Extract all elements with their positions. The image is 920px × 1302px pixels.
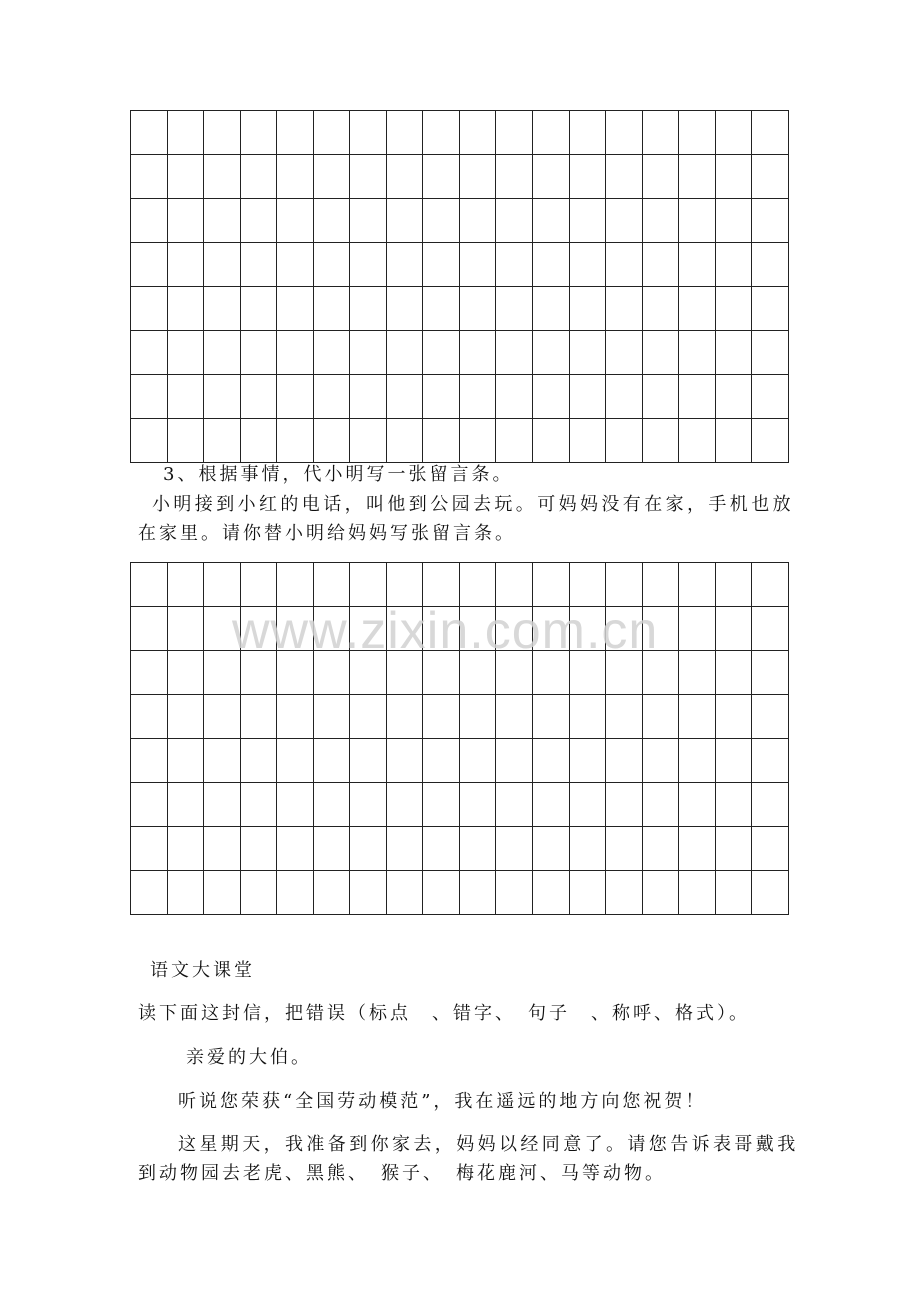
grid-cell (131, 155, 168, 199)
grid-cell (715, 331, 752, 375)
grid-cell (715, 607, 752, 651)
grid-cell (459, 287, 496, 331)
grid-cell (386, 287, 423, 331)
grid-cell (204, 871, 241, 915)
grid-cell (131, 827, 168, 871)
grid-cell (715, 739, 752, 783)
grid-cell (350, 287, 387, 331)
grid-cell (459, 739, 496, 783)
grid-cell (715, 155, 752, 199)
grid-cell (496, 199, 533, 243)
grid-cell (606, 783, 643, 827)
grid-cell (131, 871, 168, 915)
grid-cell (679, 155, 716, 199)
grid-cell (496, 419, 533, 463)
grid-cell (131, 243, 168, 287)
grid-cell (533, 827, 570, 871)
watermark-text: www.zixin.com.cn (232, 602, 659, 660)
grid-cell (679, 419, 716, 463)
grid-cell (313, 739, 350, 783)
grid-cell (752, 199, 789, 243)
grid-cell (313, 155, 350, 199)
grid-cell (204, 783, 241, 827)
grid-cell (313, 827, 350, 871)
grid-cell (533, 739, 570, 783)
grid-cell (752, 331, 789, 375)
grid-cell (715, 111, 752, 155)
grid-cell (606, 331, 643, 375)
writing-grid-top (130, 110, 789, 463)
grid-cell (313, 111, 350, 155)
grid-cell (679, 111, 716, 155)
grid-cell (240, 871, 277, 915)
grid-cell (240, 695, 277, 739)
grid-cell (204, 331, 241, 375)
grid-cell (642, 243, 679, 287)
grid-cell (277, 871, 314, 915)
grid-cell (752, 827, 789, 871)
grid-cell (642, 419, 679, 463)
grid-cell (131, 651, 168, 695)
grid-cell (752, 607, 789, 651)
grid-cell (350, 827, 387, 871)
grid-cell (313, 199, 350, 243)
grid-cell (606, 695, 643, 739)
grid-cell (459, 783, 496, 827)
grid-cell (533, 695, 570, 739)
grid-cell (167, 419, 204, 463)
grid-cell (459, 331, 496, 375)
task3-prompt-line2: 在家里。请你替小明给妈妈写张留言条。 (138, 523, 516, 544)
grid-cell (240, 739, 277, 783)
grid-row (131, 419, 789, 463)
grid-cell (131, 563, 168, 607)
grid-cell (679, 375, 716, 419)
grid-cell (715, 199, 752, 243)
grid-cell (606, 419, 643, 463)
grid-cell (240, 419, 277, 463)
grid-cell (752, 155, 789, 199)
grid-cell (606, 287, 643, 331)
grid-cell (240, 375, 277, 419)
grid-cell (167, 871, 204, 915)
grid-cell (350, 375, 387, 419)
grid-cell (496, 827, 533, 871)
grid-cell (606, 375, 643, 419)
grid-cell (606, 199, 643, 243)
grid-cell (313, 375, 350, 419)
grid-cell (204, 287, 241, 331)
grid-cell (423, 199, 460, 243)
grid-cell (569, 871, 606, 915)
grid-row (131, 331, 789, 375)
grid-cell (240, 331, 277, 375)
grid-cell (679, 243, 716, 287)
grid-cell (459, 155, 496, 199)
grid-cell (459, 695, 496, 739)
grid-cell (277, 783, 314, 827)
grid-cell (386, 111, 423, 155)
grid-cell (642, 331, 679, 375)
grid-cell (386, 783, 423, 827)
grid-cell (569, 155, 606, 199)
grid-cell (752, 111, 789, 155)
grid-cell (752, 419, 789, 463)
grid-cell (423, 827, 460, 871)
grid-cell (715, 651, 752, 695)
grid-cell (752, 287, 789, 331)
task3-prompt-line1: 小明接到小红的电话，叫他到公园去玩。可妈妈没有在家，手机也放 (152, 494, 794, 515)
grid-cell (606, 739, 643, 783)
grid-cell (167, 827, 204, 871)
grid-cell (569, 243, 606, 287)
grid-cell (423, 375, 460, 419)
grid-cell (277, 111, 314, 155)
grid-cell (642, 871, 679, 915)
grid-cell (752, 695, 789, 739)
grid-cell (496, 783, 533, 827)
letter-paragraph-1: 听说您荣获“全国劳动模范”，我在遥远的地方向您祝贺！ (178, 1091, 707, 1112)
grid-row (131, 111, 789, 155)
grid-cell (642, 783, 679, 827)
grid-cell (752, 651, 789, 695)
grid-cell (679, 739, 716, 783)
grid-cell (240, 827, 277, 871)
grid-cell (204, 243, 241, 287)
grid-cell (167, 375, 204, 419)
grid-cell (715, 871, 752, 915)
grid-cell (606, 871, 643, 915)
grid-cell (752, 243, 789, 287)
grid-cell (679, 651, 716, 695)
grid-cell (459, 827, 496, 871)
grid-cell (423, 331, 460, 375)
grid-cell (167, 199, 204, 243)
grid-cell (350, 419, 387, 463)
grid-cell (642, 739, 679, 783)
grid-cell (167, 287, 204, 331)
grid-cell (715, 419, 752, 463)
grid-row (131, 695, 789, 739)
grid-cell (277, 199, 314, 243)
grid-cell (569, 331, 606, 375)
grid-cell (386, 375, 423, 419)
section-title: 语文大课堂 (150, 960, 255, 981)
grid-cell (715, 695, 752, 739)
grid-cell (350, 111, 387, 155)
grid-cell (642, 375, 679, 419)
grid-cell (240, 155, 277, 199)
grid-cell (569, 419, 606, 463)
grid-cell (204, 375, 241, 419)
grid-cell (350, 155, 387, 199)
grid-cell (679, 695, 716, 739)
grid-cell (752, 563, 789, 607)
grid-cell (459, 375, 496, 419)
grid-cell (167, 111, 204, 155)
grid-cell (679, 199, 716, 243)
instruction-text: 读下面这封信，把错误（标点 、错字、 句子 、称呼、格式）。 (138, 1003, 750, 1024)
grid-cell (679, 607, 716, 651)
grid-cell (277, 739, 314, 783)
grid-cell (350, 199, 387, 243)
grid-cell (496, 695, 533, 739)
grid-cell (679, 783, 716, 827)
grid-cell (423, 739, 460, 783)
grid-cell (131, 111, 168, 155)
letter-paragraph-2-line1: 这星期天，我准备到你家去，妈妈以经同意了。请您告诉表哥戴我 (178, 1134, 799, 1155)
grid-cell (642, 111, 679, 155)
grid-cell (350, 783, 387, 827)
grid-cell (752, 739, 789, 783)
grid-cell (240, 199, 277, 243)
grid-cell (386, 331, 423, 375)
grid-cell (533, 375, 570, 419)
grid-cell (496, 111, 533, 155)
grid-cell (715, 243, 752, 287)
grid-cell (131, 287, 168, 331)
grid-cell (459, 199, 496, 243)
grid-cell (423, 871, 460, 915)
grid-cell (277, 419, 314, 463)
grid-cell (569, 287, 606, 331)
grid-cell (386, 199, 423, 243)
grid-cell (679, 871, 716, 915)
grid-cell (131, 739, 168, 783)
grid-cell (496, 155, 533, 199)
grid-cell (606, 111, 643, 155)
grid-cell (277, 695, 314, 739)
grid-cell (496, 375, 533, 419)
grid-cell (496, 243, 533, 287)
grid-cell (313, 287, 350, 331)
grid-cell (313, 783, 350, 827)
grid-cell (131, 331, 168, 375)
grid-cell (204, 827, 241, 871)
grid-cell (350, 871, 387, 915)
grid-cell (459, 419, 496, 463)
grid-cell (679, 827, 716, 871)
grid-cell (423, 695, 460, 739)
grid-cell (569, 375, 606, 419)
grid-cell (313, 871, 350, 915)
grid-cell (350, 243, 387, 287)
grid-row (131, 871, 789, 915)
grid-cell (386, 827, 423, 871)
grid-cell (167, 607, 204, 651)
grid-cell (240, 111, 277, 155)
grid-cell (715, 783, 752, 827)
grid-cell (386, 695, 423, 739)
grid-cell (277, 155, 314, 199)
grid-cell (204, 739, 241, 783)
grid-row (131, 287, 789, 331)
grid-cell (569, 739, 606, 783)
grid-cell (569, 199, 606, 243)
grid-cell (277, 243, 314, 287)
grid-cell (277, 375, 314, 419)
grid-cell (131, 695, 168, 739)
grid-cell (569, 783, 606, 827)
grid-cell (313, 695, 350, 739)
grid-row (131, 155, 789, 199)
grid-cell (533, 419, 570, 463)
grid-cell (350, 331, 387, 375)
letter-salutation: 亲爱的大伯。 (186, 1047, 312, 1068)
grid-cell (131, 375, 168, 419)
grid-cell (167, 155, 204, 199)
grid-cell (606, 243, 643, 287)
grid-cell (679, 563, 716, 607)
grid-cell (204, 111, 241, 155)
grid-cell (131, 199, 168, 243)
grid-cell (204, 419, 241, 463)
grid-cell (386, 739, 423, 783)
grid-cell (423, 419, 460, 463)
grid-cell (131, 783, 168, 827)
grid-cell (533, 331, 570, 375)
grid-cell (240, 287, 277, 331)
grid-cell (313, 331, 350, 375)
grid-cell (496, 287, 533, 331)
grid-cell (606, 827, 643, 871)
grid-row (131, 783, 789, 827)
grid-cell (167, 331, 204, 375)
grid-cell (752, 375, 789, 419)
grid-cell (167, 739, 204, 783)
grid-cell (496, 331, 533, 375)
grid-cell (533, 783, 570, 827)
grid-cell (313, 243, 350, 287)
grid-cell (386, 155, 423, 199)
grid-cell (204, 695, 241, 739)
grid-cell (533, 111, 570, 155)
grid-row (131, 243, 789, 287)
grid-cell (167, 243, 204, 287)
grid-cell (569, 827, 606, 871)
grid-cell (350, 739, 387, 783)
grid-cell (533, 155, 570, 199)
grid-cell (313, 419, 350, 463)
grid-cell (167, 695, 204, 739)
grid-cell (569, 695, 606, 739)
grid-cell (167, 783, 204, 827)
letter-paragraph-2-line2: 到动物园去老虎、黑熊、 猴子、 梅花鹿河、马等动物。 (138, 1163, 666, 1184)
task3-title: 3、根据事情，代小明写一张留言条。 (163, 464, 514, 485)
grid-cell (752, 783, 789, 827)
grid-cell (240, 783, 277, 827)
grid-cell (240, 243, 277, 287)
grid-cell (642, 287, 679, 331)
grid-cell (533, 871, 570, 915)
grid-cell (533, 199, 570, 243)
grid-cell (496, 739, 533, 783)
grid-cell (167, 651, 204, 695)
grid-cell (350, 695, 387, 739)
grid-cell (386, 871, 423, 915)
grid-cell (277, 287, 314, 331)
grid-cell (459, 111, 496, 155)
grid-cell (642, 827, 679, 871)
grid-cell (642, 695, 679, 739)
grid-cell (752, 871, 789, 915)
grid-cell (569, 111, 606, 155)
grid-cell (277, 827, 314, 871)
grid-cell (423, 287, 460, 331)
grid-row (131, 739, 789, 783)
grid-cell (679, 287, 716, 331)
grid-cell (642, 155, 679, 199)
grid-cell (423, 243, 460, 287)
grid-row (131, 827, 789, 871)
grid-cell (533, 243, 570, 287)
grid-cell (679, 331, 716, 375)
grid-row (131, 199, 789, 243)
grid-cell (386, 243, 423, 287)
grid-cell (715, 827, 752, 871)
grid-cell (423, 111, 460, 155)
grid-cell (642, 199, 679, 243)
grid-cell (715, 375, 752, 419)
grid-cell (459, 243, 496, 287)
grid-cell (533, 287, 570, 331)
grid-cell (496, 871, 533, 915)
grid-cell (131, 419, 168, 463)
grid-cell (423, 155, 460, 199)
grid-cell (386, 419, 423, 463)
grid-row (131, 375, 789, 419)
grid-cell (459, 871, 496, 915)
grid-cell (715, 287, 752, 331)
grid-cell (606, 155, 643, 199)
grid-cell (204, 155, 241, 199)
grid-cell (131, 607, 168, 651)
grid-cell (715, 563, 752, 607)
grid-cell (423, 783, 460, 827)
grid-cell (204, 199, 241, 243)
grid-cell (277, 331, 314, 375)
grid-cell (167, 563, 204, 607)
